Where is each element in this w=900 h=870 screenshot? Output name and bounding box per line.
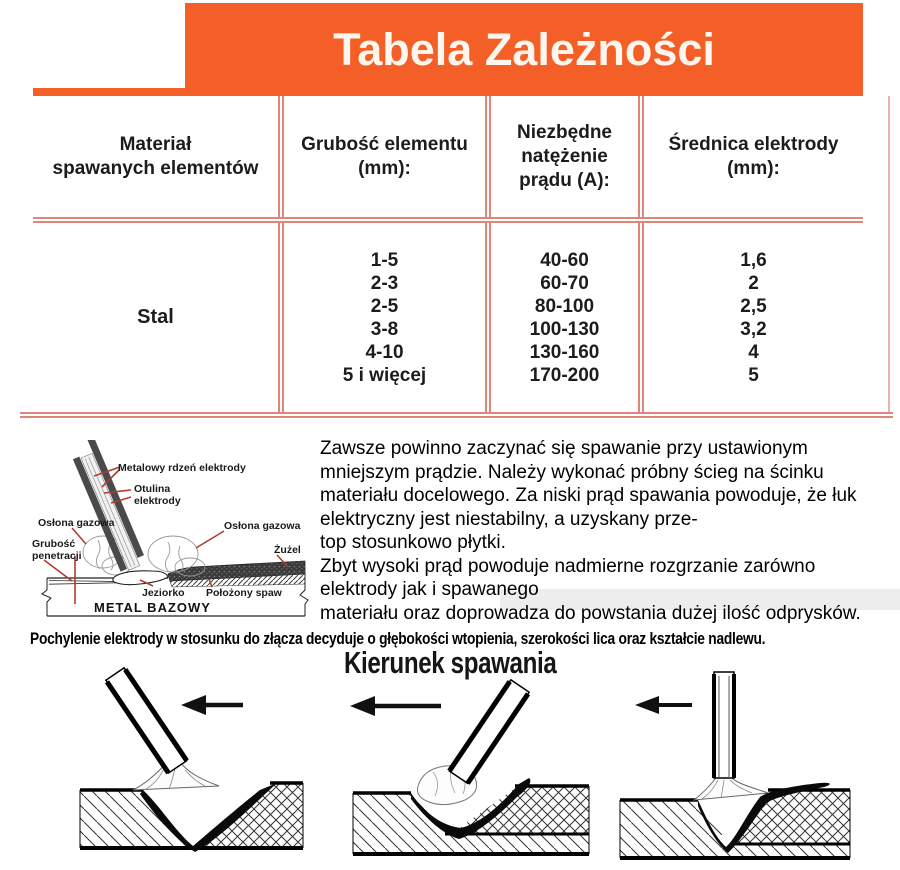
label-slag: Żużel [274,544,301,556]
header-material-line1: Materiał [119,133,192,155]
table-cell-diameter [644,223,863,412]
weld-pool [113,571,168,585]
plate-lower-hatch [722,844,850,858]
direction-arrow-icon [181,695,243,715]
label-gas-shield-right: Osłona gazowa [224,520,301,532]
diameter-value: 1,6 [740,249,767,271]
diameter-value: 2 [748,272,759,294]
paragraph-line: Zbyt wysoki prąd powoduje nadmierne rozgrzanie zarówno [320,555,816,577]
header-diameter-line2: (mm): [727,157,780,179]
label-electrode-coating-1: Otulina [134,483,171,495]
electrode-vertical [714,672,734,778]
table-cell-thickness [284,223,485,412]
table-right-border [888,96,890,418]
diameter-value: 5 [748,364,759,386]
current-value: 60-70 [540,272,589,294]
diameter-value: 4 [748,341,759,363]
welding-current-paragraph [320,437,880,625]
paragraph-line: elektryczny jest niestabilny, a uzyskany prze- [320,508,698,530]
current-value: 40-60 [540,249,589,271]
paragraph-line: elektrody jak i spawanego [320,579,539,600]
table-cell-material [33,223,278,412]
plate-left-hatch [80,790,195,848]
header-current-line1: Niezbędne [516,121,613,143]
table-bottom-border [20,412,893,418]
direction-heading: Kierunek spawania [343,645,557,680]
table-top-border [33,88,863,96]
label-penetration-2: penetracji [32,550,82,562]
title-banner [185,3,863,96]
label-electrode-coating-2: elektrody [134,495,181,507]
header-current-line3: prądu (A): [519,169,610,191]
thickness-value: 5 i więcej [342,364,427,386]
table-header-current [491,96,638,217]
plate-lower-hatch [445,834,589,854]
header-thickness-line2: (mm): [358,157,411,179]
header-diameter-line1: Średnica elektrody [668,133,839,155]
page-title: Tabela Zależności [333,23,715,75]
paragraph-line: top stosunkowo płytki. [320,532,506,553]
electrode-tilted-left [106,668,187,773]
material-value: Stal [137,306,174,328]
direction-arrow-icon [350,696,441,716]
label-electrode-core: Metalowy rdzeń elektrody [118,462,246,474]
plate-left-hatch [620,800,722,858]
label-penetration-1: Grubość [32,538,76,550]
label-base-metal: METAL BAZOWY [94,600,211,615]
diameter-value: 3,2 [740,318,767,340]
header-current-line2: natężenie [521,145,608,167]
thickness-value: 2-3 [370,272,399,294]
table-header-material [33,96,278,217]
current-value: 100-130 [529,318,600,340]
table-header-diameter [644,96,863,217]
table-header-thickness [284,96,485,217]
direction-diagram-drag-angle [45,666,320,866]
table-cell-current [491,223,638,412]
current-value: 80-100 [534,295,595,317]
current-value: 170-200 [529,364,600,386]
label-laid-weld: Położony spaw [206,587,282,599]
welding-cross-section-diagram [28,440,318,630]
electrode-tilted-right [449,680,529,783]
diameter-value: 2,5 [740,295,767,317]
header-material-line2: spawanych elementów [52,157,259,179]
paragraph-line: materiału oraz doprowadza do powstania dużej ilość odprysków. [320,602,861,624]
electrode-angle-caption: Pochylenie elektrody w stosunku do złącza decyduje o głębokości wtopienia, szerokości lica oraz kształcie nadlewu. [30,629,766,648]
thickness-value: 2-5 [370,295,399,317]
thickness-value: 1-5 [370,249,399,271]
label-gas-shield-left: Osłona gazowa [38,517,115,529]
paragraph-line: Zawsze powinno zaczynać się spawanie przy ustawionym [320,438,808,459]
thickness-value: 4-10 [365,341,404,363]
direction-arrow-icon [635,696,692,714]
paragraph-line: mniejszym prądzie. Należy wykonać próbny ścieg na ścinku [320,461,824,483]
direction-diagram-vertical [618,666,898,868]
header-thickness-line1: Grubość elementu [301,133,468,155]
direction-diagram-push-angle [333,666,610,866]
thickness-value: 3-8 [370,318,399,340]
label-weld-pool: Jeziorko [142,587,185,599]
paragraph-line: materiału docelowego. Za niski prąd spawania powoduje, że łuk [320,485,857,506]
current-value: 130-160 [529,341,600,363]
